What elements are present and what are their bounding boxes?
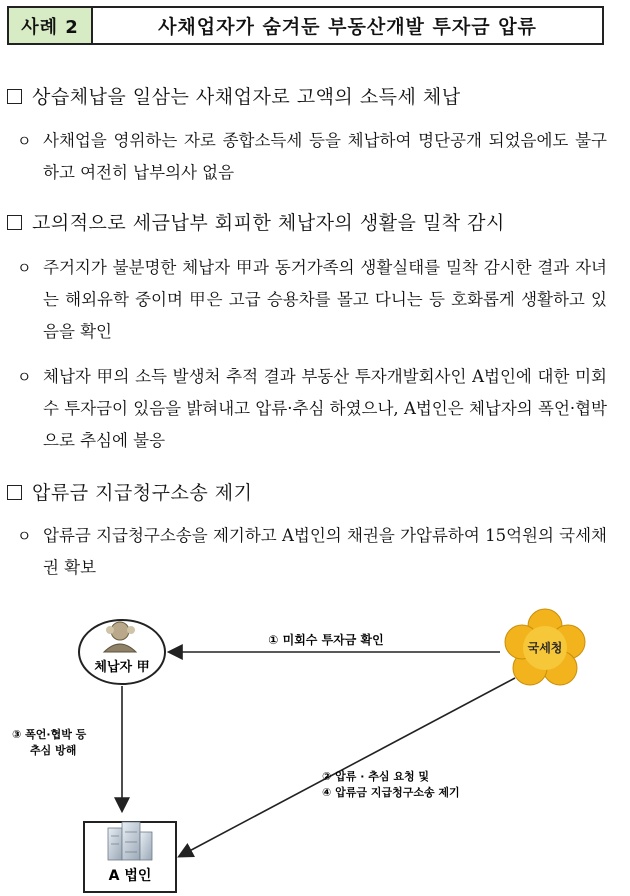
taxpayer-node xyxy=(79,620,165,684)
circle-bullet-icon: ㅇ xyxy=(17,527,32,545)
item-text: 주거지가 불분명한 체납자 甲과 동거가족의 생활실태를 밀착 감시한 결과 자녀는 해외유학 중이며 甲은 고급 승용차를 몰고 다니는 등 호화롭게 생활하고 있음을 확인 xyxy=(43,258,607,341)
nts-label: 국세청 xyxy=(527,641,563,655)
list-item xyxy=(17,361,607,457)
section-heading-text: 고의적으로 세금납부 회피한 체납자의 생활을 밀착 감시 xyxy=(32,212,505,234)
item-text: 사채업을 영위하는 자로 종합소득세 등을 체납하여 명단공개 되었음에도 불구하고 여전히 납부의사 없음 xyxy=(43,131,607,182)
circle-bullet-icon: ㅇ xyxy=(17,259,32,277)
square-bullet-icon xyxy=(7,215,22,230)
taxpayer-label: 체납자 甲 xyxy=(94,660,150,675)
case-title-box xyxy=(7,6,604,45)
circle-bullet-icon: ㅇ xyxy=(17,368,32,386)
section-heading-text: 상습체납을 일삼는 사채업자로 고액의 소득세 체납 xyxy=(32,86,461,108)
arrow-nts-to-company xyxy=(180,678,515,856)
section-heading-3 xyxy=(7,478,252,505)
arrow1-label: ① 미회수 투자금 확인 xyxy=(268,633,384,647)
company-node xyxy=(84,822,176,892)
arrow24-label-line1: ② 압류 · 추심 요청 및 xyxy=(322,770,430,783)
arrow3-label-line1: ③ 폭언·협박 등 xyxy=(12,728,87,741)
case-title: 사채업자가 숨겨둔 부동산개발 투자금 압류 xyxy=(158,16,537,38)
arrow24-label-line2: ④ 압류금 지급청구소송 제기 xyxy=(322,786,460,799)
item-text: 압류금 지급청구소송을 제기하고 A법인의 채권을 가압류하여 15억원의 국세채권 확보 xyxy=(43,526,607,577)
case-number-label: 사례 2 xyxy=(9,8,93,43)
section-heading-text: 압류금 지급청구소송 제기 xyxy=(32,482,253,504)
process-diagram xyxy=(0,600,630,896)
list-item xyxy=(17,252,607,348)
item-text: 체납자 甲의 소득 발생처 추적 결과 부동산 투자개발회사인 A법인에 대한 미회수 투자금이 있음을 밝혀내고 압류·추심 하였으나, A법인은 체납자의 폭언·협박으로 추심에 불응 xyxy=(43,367,607,450)
section-heading-1 xyxy=(7,82,461,109)
nts-node xyxy=(505,609,585,685)
square-bullet-icon xyxy=(7,485,22,500)
list-item xyxy=(17,520,607,584)
circle-bullet-icon: ㅇ xyxy=(17,132,32,150)
section-heading-2 xyxy=(7,208,505,235)
company-label: A 법인 xyxy=(108,868,152,884)
square-bullet-icon xyxy=(7,89,22,104)
list-item xyxy=(17,125,607,189)
arrow3-label-line2: 추심 방해 xyxy=(30,744,77,757)
